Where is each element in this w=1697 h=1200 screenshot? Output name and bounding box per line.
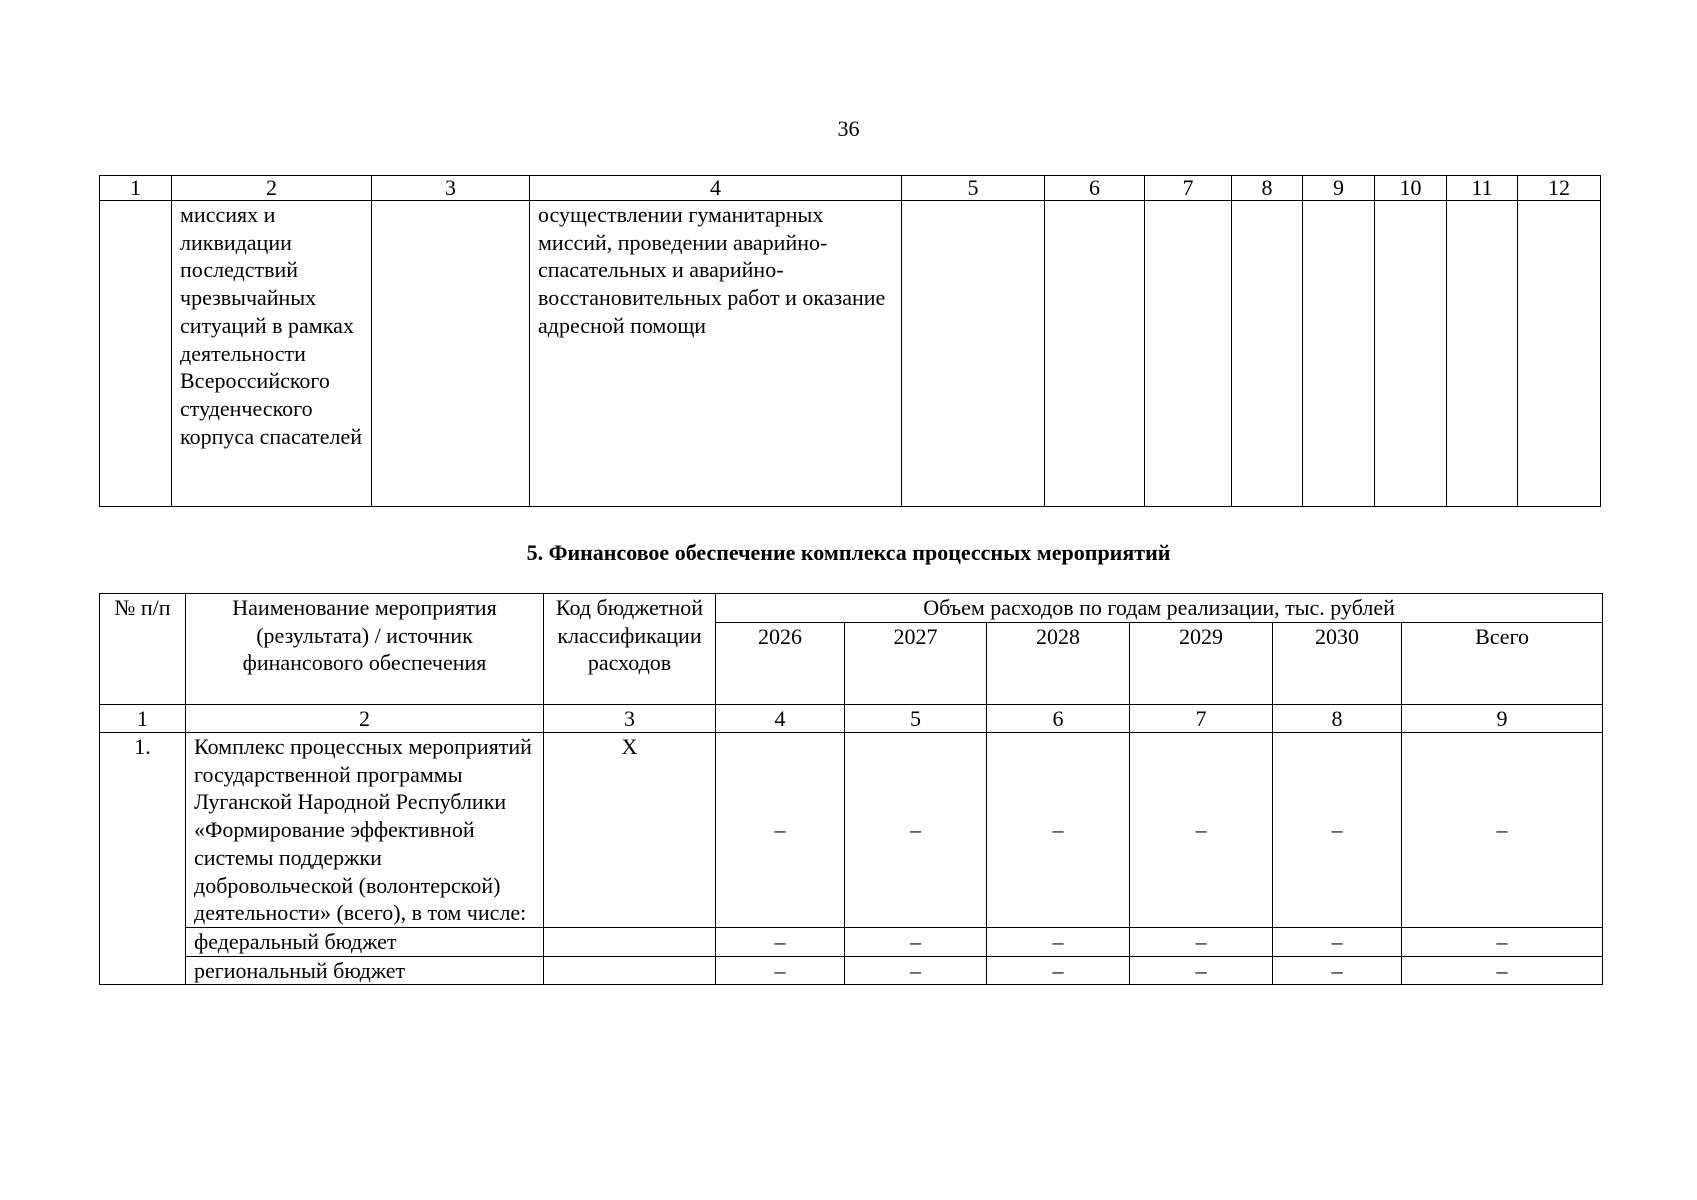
col-number: 7 — [1145, 176, 1232, 201]
row-name: региональный бюджет — [186, 956, 544, 985]
value-cell: – — [987, 927, 1130, 956]
col-number: 1 — [100, 176, 172, 201]
year-header: 2029 — [1130, 622, 1273, 704]
value-cell: – — [1273, 956, 1402, 985]
col-number: 12 — [1518, 176, 1601, 201]
row-code — [544, 956, 716, 985]
year-header: 2030 — [1273, 622, 1402, 704]
year-header: 2027 — [845, 622, 987, 704]
col-number: 7 — [1130, 705, 1273, 733]
row-code — [544, 927, 716, 956]
header-name: Наименование мероприятия (результата) / источник финансового обеспечения — [186, 594, 544, 705]
header-number: № п/п — [100, 594, 186, 705]
value-cell: – — [1402, 733, 1603, 928]
value-cell: – — [987, 733, 1130, 928]
col-number: 9 — [1303, 176, 1375, 201]
col-number: 5 — [845, 705, 987, 733]
total-header: Всего — [1402, 622, 1603, 704]
value-cell: – — [1130, 733, 1273, 928]
table-row — [100, 733, 1603, 928]
col-number: 3 — [544, 705, 716, 733]
activity-name-cell: миссиях и ликвидации последствий чрезвычайных ситуаций в рамках деятельности Всероссийского студенческого корпуса спасателей — [172, 201, 372, 507]
value-cell: – — [1130, 927, 1273, 956]
value-cell: – — [1402, 956, 1603, 985]
section-title: 5. Финансовое обеспечение комплекса процессных мероприятий — [526, 540, 1171, 565]
col-number: 2 — [172, 176, 372, 201]
value-cell: – — [716, 956, 845, 985]
row-name: федеральный бюджет — [186, 927, 544, 956]
col-number: 5 — [902, 176, 1045, 201]
financing-table — [99, 593, 1603, 985]
year-header: 2028 — [987, 622, 1130, 704]
col-number: 4 — [716, 705, 845, 733]
page-number: 36 — [837, 116, 860, 141]
col-number: 2 — [186, 705, 544, 733]
header-volume: Объем расходов по годам реализации, тыс. рублей — [716, 594, 1603, 623]
value-cell: – — [1273, 733, 1402, 928]
col-number: 9 — [1402, 705, 1603, 733]
col-number: 6 — [1045, 176, 1145, 201]
value-cell: – — [845, 733, 987, 928]
col-number: 3 — [372, 176, 530, 201]
value-cell: – — [716, 733, 845, 928]
row-code: Х — [544, 733, 716, 928]
value-cell: – — [845, 927, 987, 956]
col-number: 10 — [1375, 176, 1447, 201]
value-cell: – — [716, 927, 845, 956]
table-row — [100, 927, 1603, 956]
col-number: 6 — [987, 705, 1130, 733]
column-numbers-row — [100, 176, 1601, 201]
col-number: 8 — [1273, 705, 1402, 733]
column-numbers-row — [100, 705, 1603, 733]
value-cell: – — [1130, 956, 1273, 985]
col-number: 4 — [530, 176, 902, 201]
activity-description-cell: осуществлении гуманитарных миссий, проведении аварийно-спасательных и аварийно-восстановительных работ и оказание адресной помощи — [530, 201, 902, 507]
col-number: 8 — [1232, 176, 1303, 201]
activities-table-continued — [99, 175, 1601, 507]
col-number: 11 — [1447, 176, 1518, 201]
value-cell: – — [987, 956, 1130, 985]
year-header: 2026 — [716, 622, 845, 704]
value-cell: – — [1402, 927, 1603, 956]
table-row — [100, 956, 1603, 985]
col-number: 1 — [100, 705, 186, 733]
header-budget-code: Код бюджетной классификации расходов — [544, 594, 716, 705]
header-row — [100, 594, 1603, 623]
row-name: Комплекс процессных мероприятий государственной программы Луганской Народной Республики «Формирование эффективной системы поддержки добровольческой (волонтерской) деятельности» (всего), в том числе: — [186, 733, 544, 928]
value-cell: – — [845, 956, 987, 985]
table-row — [100, 201, 1601, 507]
value-cell: – — [1273, 927, 1402, 956]
row-number: 1. — [100, 733, 186, 985]
